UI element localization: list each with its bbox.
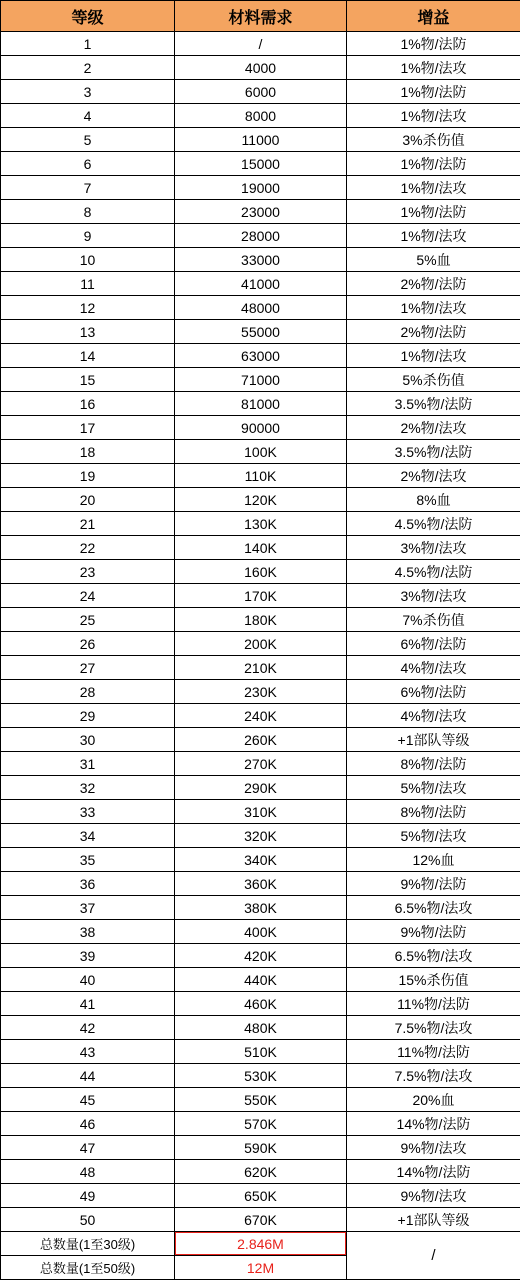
- level-cell: 50: [1, 1208, 175, 1232]
- table-row: [1, 1136, 520, 1160]
- material-cell: 590K: [175, 1136, 347, 1160]
- table-row: [1, 752, 520, 776]
- material-cell: 530K: [175, 1064, 347, 1088]
- level-cell: 7: [1, 176, 175, 200]
- table-row: [1, 920, 520, 944]
- level-cell: 8: [1, 200, 175, 224]
- bonus-cell: +1部队等级: [347, 728, 520, 752]
- material-cell: 620K: [175, 1160, 347, 1184]
- table-row: [1, 1088, 520, 1112]
- level-cell: 17: [1, 416, 175, 440]
- bonus-cell: 1%物/法防: [347, 80, 520, 104]
- material-cell: 180K: [175, 608, 347, 632]
- table-row: [1, 200, 520, 224]
- level-cell: 20: [1, 488, 175, 512]
- level-cell: 14: [1, 344, 175, 368]
- material-cell: 290K: [175, 776, 347, 800]
- level-cell: 25: [1, 608, 175, 632]
- table-row: [1, 368, 520, 392]
- material-cell: 420K: [175, 944, 347, 968]
- level-cell: 46: [1, 1112, 175, 1136]
- bonus-cell: 6%物/法防: [347, 632, 520, 656]
- level-cell: 11: [1, 272, 175, 296]
- level-cell: 12: [1, 296, 175, 320]
- bonus-cell: 15%杀伤值: [347, 968, 520, 992]
- material-cell: 460K: [175, 992, 347, 1016]
- header-material: 材料需求: [175, 1, 347, 32]
- table-row: [1, 80, 520, 104]
- level-cell: 43: [1, 1040, 175, 1064]
- level-cell: 33: [1, 800, 175, 824]
- material-cell: 33000: [175, 248, 347, 272]
- table-row: [1, 416, 520, 440]
- material-cell: 90000: [175, 416, 347, 440]
- material-cell: 48000: [175, 296, 347, 320]
- level-cell: 42: [1, 1016, 175, 1040]
- level-cell: 38: [1, 920, 175, 944]
- material-cell: 650K: [175, 1184, 347, 1208]
- table-body: [1, 32, 520, 1232]
- bonus-cell: 9%物/法攻: [347, 1136, 520, 1160]
- material-cell: 670K: [175, 1208, 347, 1232]
- level-cell: 9: [1, 224, 175, 248]
- material-cell: 55000: [175, 320, 347, 344]
- material-cell: 170K: [175, 584, 347, 608]
- material-cell: 23000: [175, 200, 347, 224]
- level-cell: 44: [1, 1064, 175, 1088]
- table-row: [1, 800, 520, 824]
- level-cell: 23: [1, 560, 175, 584]
- bonus-cell: 3.5%物/法防: [347, 392, 520, 416]
- table-row: [1, 824, 520, 848]
- bonus-cell: +1部队等级: [347, 1208, 520, 1232]
- level-cell: 37: [1, 896, 175, 920]
- material-cell: 510K: [175, 1040, 347, 1064]
- summary-row-30: [1, 1232, 520, 1256]
- bonus-cell: 4.5%物/法防: [347, 512, 520, 536]
- material-cell: 310K: [175, 800, 347, 824]
- level-cell: 40: [1, 968, 175, 992]
- material-cell: 440K: [175, 968, 347, 992]
- bonus-cell: 4.5%物/法防: [347, 560, 520, 584]
- material-cell: 320K: [175, 824, 347, 848]
- material-cell: 110K: [175, 464, 347, 488]
- table-row: [1, 320, 520, 344]
- table-row: [1, 344, 520, 368]
- table-row: [1, 848, 520, 872]
- material-cell: 28000: [175, 224, 347, 248]
- material-cell: 210K: [175, 656, 347, 680]
- bonus-cell: 6.5%物/法攻: [347, 944, 520, 968]
- level-cell: 2: [1, 56, 175, 80]
- material-cell: 380K: [175, 896, 347, 920]
- bonus-cell: 14%物/法防: [347, 1112, 520, 1136]
- bonus-cell: 5%物/法攻: [347, 824, 520, 848]
- bonus-cell: 1%物/法攻: [347, 176, 520, 200]
- table-row: [1, 656, 520, 680]
- bonus-cell: 8%物/法防: [347, 752, 520, 776]
- table-row: [1, 1040, 520, 1064]
- summary-value-30: 2.846M: [175, 1232, 347, 1256]
- level-cell: 36: [1, 872, 175, 896]
- level-cell: 32: [1, 776, 175, 800]
- level-cell: 35: [1, 848, 175, 872]
- bonus-cell: 1%物/法攻: [347, 224, 520, 248]
- bonus-cell: 9%物/法攻: [347, 1184, 520, 1208]
- level-cell: 16: [1, 392, 175, 416]
- table-row: [1, 296, 520, 320]
- material-cell: 19000: [175, 176, 347, 200]
- bonus-cell: 11%物/法防: [347, 992, 520, 1016]
- material-cell: 240K: [175, 704, 347, 728]
- bonus-cell: 9%物/法防: [347, 872, 520, 896]
- level-cell: 47: [1, 1136, 175, 1160]
- table-row: [1, 272, 520, 296]
- bonus-cell: 8%血: [347, 488, 520, 512]
- bonus-cell: 7%杀伤值: [347, 608, 520, 632]
- table-row: [1, 608, 520, 632]
- level-cell: 18: [1, 440, 175, 464]
- material-cell: 140K: [175, 536, 347, 560]
- material-cell: 63000: [175, 344, 347, 368]
- level-cell: 26: [1, 632, 175, 656]
- table-row: [1, 176, 520, 200]
- bonus-cell: 20%血: [347, 1088, 520, 1112]
- level-cell: 41: [1, 992, 175, 1016]
- table-row: [1, 488, 520, 512]
- bonus-cell: 11%物/法防: [347, 1040, 520, 1064]
- table-row: [1, 32, 520, 56]
- level-cell: 49: [1, 1184, 175, 1208]
- material-cell: 100K: [175, 440, 347, 464]
- level-cell: 48: [1, 1160, 175, 1184]
- bonus-cell: 1%物/法防: [347, 152, 520, 176]
- material-cell: 480K: [175, 1016, 347, 1040]
- material-cell: 120K: [175, 488, 347, 512]
- material-cell: 8000: [175, 104, 347, 128]
- material-cell: 11000: [175, 128, 347, 152]
- level-cell: 19: [1, 464, 175, 488]
- table-row: [1, 896, 520, 920]
- bonus-cell: 2%物/法攻: [347, 416, 520, 440]
- level-cell: 22: [1, 536, 175, 560]
- level-cell: 29: [1, 704, 175, 728]
- material-cell: 360K: [175, 872, 347, 896]
- table-row: [1, 1184, 520, 1208]
- bonus-cell: 6%物/法防: [347, 680, 520, 704]
- summary-label-50: 总数量(1至50级): [1, 1256, 175, 1280]
- material-cell: 71000: [175, 368, 347, 392]
- level-cell: 21: [1, 512, 175, 536]
- table-row: [1, 632, 520, 656]
- material-cell: 270K: [175, 752, 347, 776]
- level-cell: 24: [1, 584, 175, 608]
- bonus-cell: 2%物/法防: [347, 272, 520, 296]
- level-cell: 28: [1, 680, 175, 704]
- table-row: [1, 728, 520, 752]
- header-level: 等级: [1, 1, 175, 32]
- table-row: [1, 704, 520, 728]
- bonus-cell: 3%物/法攻: [347, 584, 520, 608]
- material-cell: 340K: [175, 848, 347, 872]
- table-row: [1, 128, 520, 152]
- table-row: [1, 1112, 520, 1136]
- table-row: [1, 560, 520, 584]
- table-row: [1, 872, 520, 896]
- table-row: [1, 440, 520, 464]
- bonus-cell: 3.5%物/法防: [347, 440, 520, 464]
- material-cell: 230K: [175, 680, 347, 704]
- bonus-cell: 7.5%物/法攻: [347, 1064, 520, 1088]
- level-cell: 27: [1, 656, 175, 680]
- level-cell: 34: [1, 824, 175, 848]
- table-row: [1, 464, 520, 488]
- summary-label-30: 总数量(1至30级): [1, 1232, 175, 1256]
- bonus-cell: 9%物/法防: [347, 920, 520, 944]
- level-cell: 6: [1, 152, 175, 176]
- table-row: [1, 392, 520, 416]
- bonus-cell: 12%血: [347, 848, 520, 872]
- level-cell: 30: [1, 728, 175, 752]
- table-row: [1, 776, 520, 800]
- bonus-cell: 1%物/法攻: [347, 296, 520, 320]
- material-cell: 41000: [175, 272, 347, 296]
- table-row: [1, 992, 520, 1016]
- level-cell: 13: [1, 320, 175, 344]
- table-row: [1, 944, 520, 968]
- bonus-cell: 5%杀伤值: [347, 368, 520, 392]
- material-cell: 400K: [175, 920, 347, 944]
- table-row: [1, 1208, 520, 1232]
- bonus-cell: 4%物/法攻: [347, 656, 520, 680]
- material-cell: 15000: [175, 152, 347, 176]
- level-cell: 1: [1, 32, 175, 56]
- table-row: [1, 1064, 520, 1088]
- table-row: [1, 512, 520, 536]
- table-row: [1, 536, 520, 560]
- level-cell: 15: [1, 368, 175, 392]
- material-cell: /: [175, 32, 347, 56]
- table-row: [1, 224, 520, 248]
- level-cell: 10: [1, 248, 175, 272]
- bonus-cell: 8%物/法防: [347, 800, 520, 824]
- table-row: [1, 968, 520, 992]
- level-cell: 31: [1, 752, 175, 776]
- material-cell: 130K: [175, 512, 347, 536]
- bonus-cell: 5%物/法攻: [347, 776, 520, 800]
- bonus-cell: 14%物/法防: [347, 1160, 520, 1184]
- material-cell: 160K: [175, 560, 347, 584]
- table-row: [1, 248, 520, 272]
- material-cell: 550K: [175, 1088, 347, 1112]
- bonus-cell: 2%物/法防: [347, 320, 520, 344]
- material-cell: 81000: [175, 392, 347, 416]
- bonus-cell: 3%杀伤值: [347, 128, 520, 152]
- table-row: [1, 1160, 520, 1184]
- bonus-cell: 1%物/法防: [347, 32, 520, 56]
- level-cell: 5: [1, 128, 175, 152]
- table-row: [1, 56, 520, 80]
- material-cell: 4000: [175, 56, 347, 80]
- header-row: [1, 1, 520, 32]
- bonus-cell: 1%物/法防: [347, 200, 520, 224]
- material-cell: 260K: [175, 728, 347, 752]
- level-cell: 4: [1, 104, 175, 128]
- bonus-cell: 6.5%物/法攻: [347, 896, 520, 920]
- material-cell: 570K: [175, 1112, 347, 1136]
- summary-merged-cell: /: [347, 1232, 520, 1280]
- bonus-cell: 3%物/法攻: [347, 536, 520, 560]
- table-row: [1, 104, 520, 128]
- bonus-cell: 5%血: [347, 248, 520, 272]
- table-row: [1, 680, 520, 704]
- summary-value-50: 12M: [175, 1256, 347, 1280]
- bonus-cell: 2%物/法攻: [347, 464, 520, 488]
- bonus-cell: 7.5%物/法攻: [347, 1016, 520, 1040]
- level-cell: 39: [1, 944, 175, 968]
- table-row: [1, 584, 520, 608]
- bonus-cell: 1%物/法攻: [347, 344, 520, 368]
- bonus-cell: 1%物/法攻: [347, 104, 520, 128]
- table-row: [1, 152, 520, 176]
- table-row: [1, 1016, 520, 1040]
- header-bonus: 增益: [347, 1, 520, 32]
- bonus-cell: 1%物/法攻: [347, 56, 520, 80]
- level-cell: 3: [1, 80, 175, 104]
- bonus-cell: 4%物/法攻: [347, 704, 520, 728]
- level-cell: 45: [1, 1088, 175, 1112]
- material-cell: 6000: [175, 80, 347, 104]
- material-cell: 200K: [175, 632, 347, 656]
